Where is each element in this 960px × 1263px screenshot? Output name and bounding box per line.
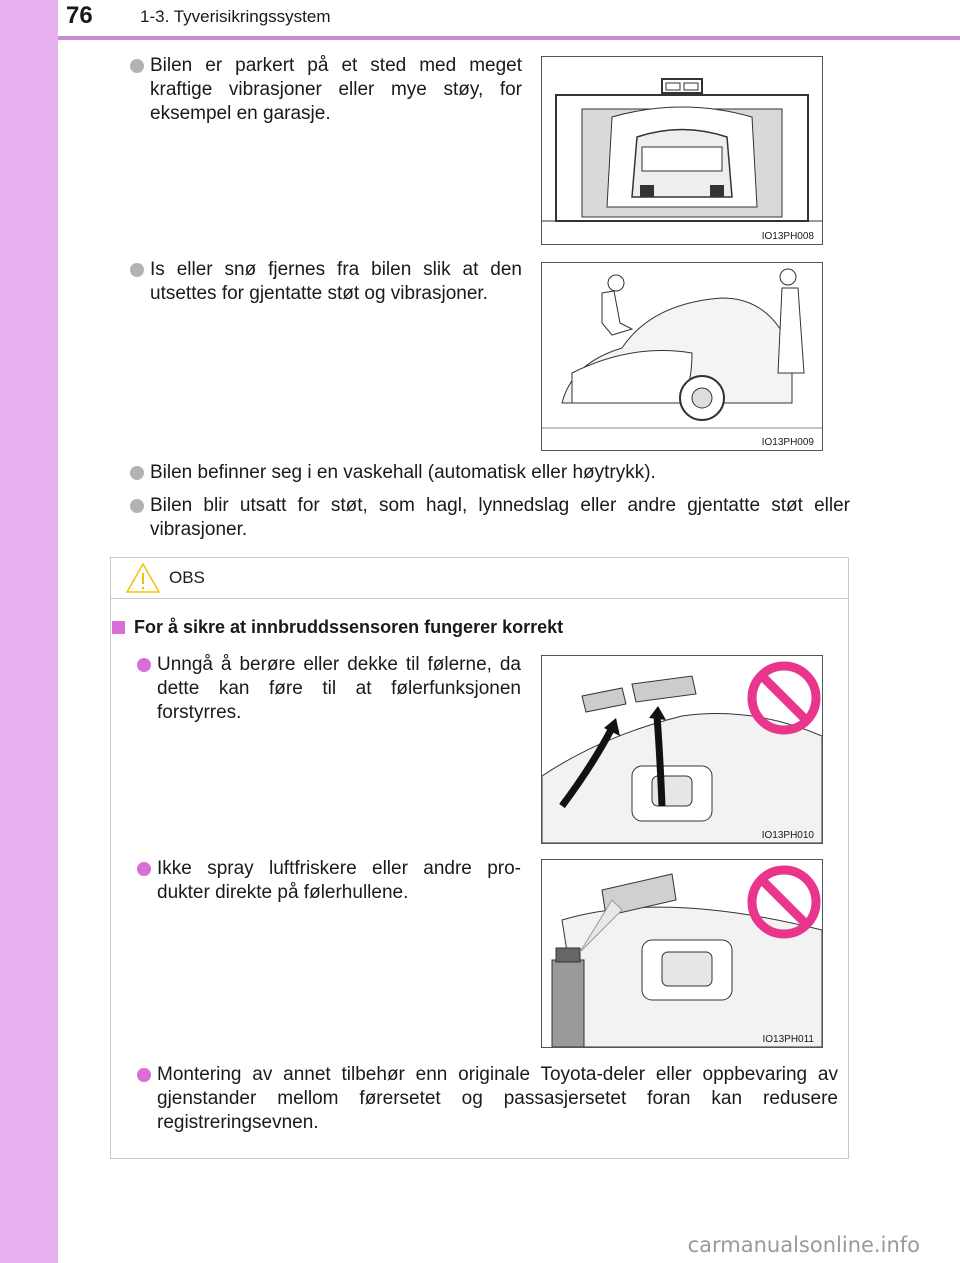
- side-tab: [0, 0, 58, 1263]
- bullet-dot-icon: [137, 658, 151, 672]
- bullet-impacts: Bilen blir utsatt for støt, som hagl, lynnedslag eller andre gjentatte støt eller vibrasjoner.: [130, 494, 850, 542]
- bullet-ice-snow: Is eller snø fjernes fra bilen slik at den utsettes for gjentatte støt og vibrasjoner.: [130, 258, 522, 306]
- figure-code: IO13PH009: [761, 437, 814, 448]
- obs-bullet-accessories: Montering av annet tilbehør enn originale Toyota-deler eller oppbevaring av gjenstander mellom førersetet og passasjersetet foran kan redusere registreringsevnen.: [137, 1063, 838, 1135]
- section-title: 1-3. Tyverisikringssystem: [140, 7, 331, 26]
- figure-sensor-cover: [541, 655, 823, 844]
- warning-triangle-icon: [125, 562, 161, 594]
- bullet-dot-icon: [130, 59, 144, 73]
- obs-bullet-spray: Ikke spray luftfriskere eller andre pro-dukter direkte på følerhullene.: [137, 857, 521, 905]
- figure-code: IO13PH011: [762, 1034, 814, 1045]
- caution-header: [111, 558, 848, 599]
- caution-title: OBS: [169, 568, 205, 587]
- figure-spray: [541, 859, 823, 1048]
- bullet-garage: Bilen er parkert på et sted med meget kraftige vibrasjoner eller mye støy, for eksempel en garasje.: [130, 54, 522, 126]
- watermark: carmanualsonline.info: [687, 1233, 920, 1257]
- figure-snow-removal: [541, 262, 823, 451]
- bullet-dot-icon: [137, 862, 151, 876]
- bullet-dot-icon: [130, 499, 144, 513]
- figure-code: IO13PH010: [761, 830, 814, 841]
- obs-bullet-sensors: Unngå å berøre eller dekke til følerne, da dette kan føre til at følerfunksjonen forstyrres.: [137, 653, 521, 725]
- bullet-dot-icon: [130, 466, 144, 480]
- square-bullet-icon: [112, 621, 125, 634]
- figure-car-wash: [541, 56, 823, 245]
- figure-code: IO13PH008: [761, 231, 814, 242]
- header-rule: [58, 36, 960, 40]
- bullet-car-wash: Bilen befinner seg i en vaskehall (automatisk eller høytrykk).: [130, 461, 850, 485]
- caution-subheading: For å sikre at innbruddssensoren fungerer korrekt: [120, 617, 563, 638]
- bullet-dot-icon: [130, 263, 144, 277]
- page-number: 76: [66, 2, 93, 29]
- bullet-dot-icon: [137, 1068, 151, 1082]
